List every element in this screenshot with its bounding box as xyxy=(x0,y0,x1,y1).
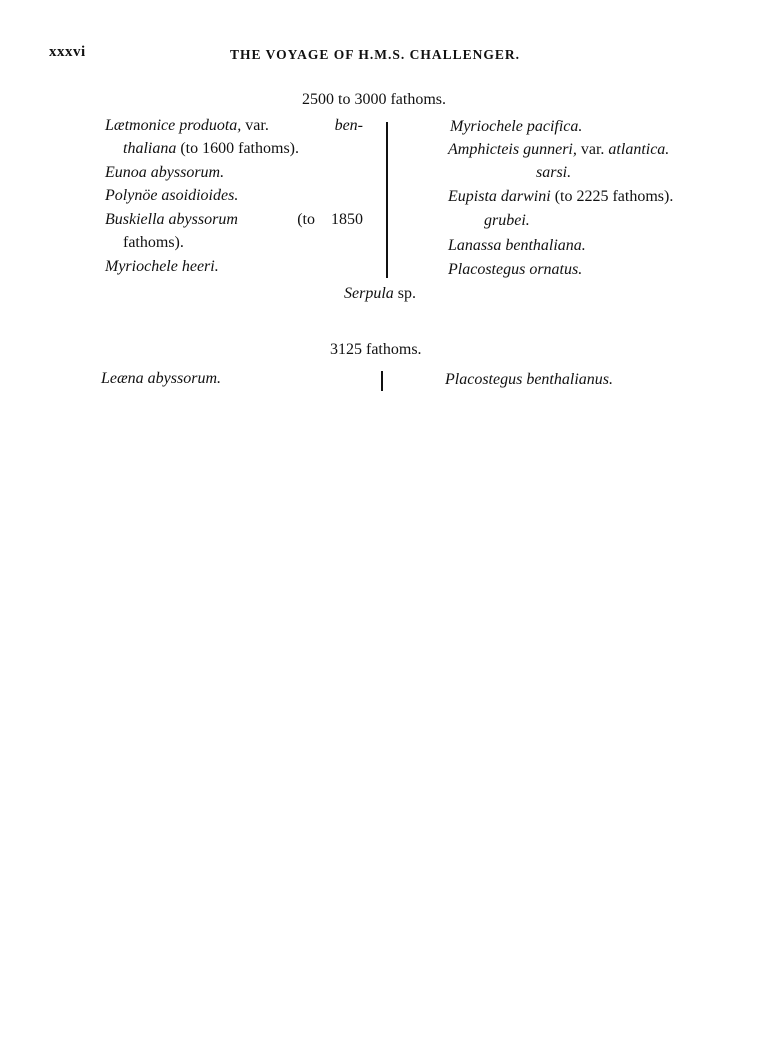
list-item: Lanassa benthaliana. xyxy=(448,237,586,254)
page-number: xxxvi xyxy=(49,44,86,60)
list-item: Polynöe asoidioides. xyxy=(105,187,239,204)
list-item: Myriochele pacifica. xyxy=(450,118,583,135)
list-item: grubei. xyxy=(484,212,530,229)
list-item: Placostegus benthalianus. xyxy=(445,371,613,388)
list-item-continued: fathoms). xyxy=(123,234,184,251)
list-item: Eunoa abyssorum. xyxy=(105,164,225,181)
list-item: sarsi. xyxy=(536,164,572,181)
list-item: Leæna abyssorum. xyxy=(101,370,222,387)
section-heading-2500-3000: 2500 to 3000 fathoms. xyxy=(302,91,446,108)
list-item: Placostegus ornatus. xyxy=(448,261,583,278)
list-item: Amphicteis gunneri, var. atlantica. xyxy=(448,141,670,158)
center-species: Serpula sp. xyxy=(344,285,417,302)
section-heading-3125: 3125 fathoms. xyxy=(330,341,422,358)
column-divider xyxy=(381,371,383,391)
list-item-continued: thaliana (to 1600 fathoms). xyxy=(123,140,299,157)
list-item: Buskiella abyssorum (to 1850 xyxy=(105,211,363,228)
list-item: Myriochele heeri. xyxy=(105,258,219,275)
column-divider xyxy=(386,122,388,278)
running-head: THE VOYAGE OF H.M.S. CHALLENGER. xyxy=(230,47,521,62)
list-item: Eupista darwini (to 2225 fathoms). xyxy=(448,188,674,205)
list-item: Lætmonice produota, var. ben- xyxy=(105,117,363,134)
